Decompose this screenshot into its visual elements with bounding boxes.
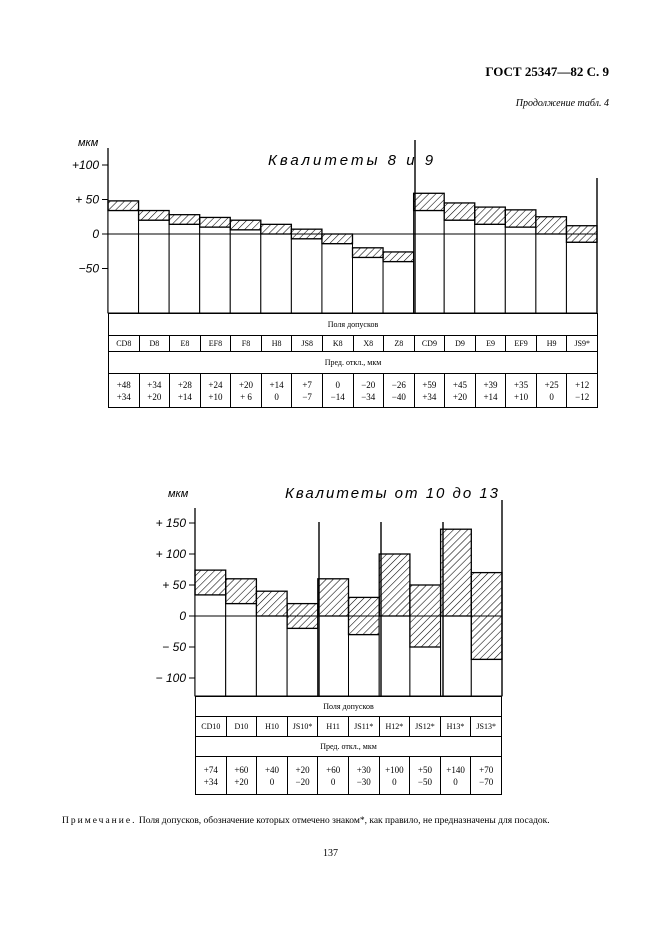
upper-deviation: +24: [208, 379, 223, 390]
deviation-cell: [445, 374, 476, 408]
tolerance-band-H9: [536, 217, 567, 234]
tolerance-band-H11: [318, 579, 349, 616]
bar-body: [471, 659, 502, 696]
y-tick-label: + 150: [155, 516, 186, 530]
upper-deviation: +14: [269, 379, 284, 390]
field-h11: H11: [318, 717, 349, 737]
field-js9-star: JS9*: [567, 336, 598, 352]
chart1-title: Квалитеты 8 и 9: [268, 152, 437, 169]
deviation-cell: [170, 374, 201, 408]
lower-deviation: −40: [391, 391, 406, 402]
deviation-cell: [231, 374, 262, 408]
field-ef9: EF9: [506, 336, 537, 352]
chart2-title: Квалитеты от 10 до 13: [285, 485, 501, 502]
deviation-cell: [196, 757, 227, 795]
tolerance-band-D8: [139, 211, 170, 221]
deviation-cell: [139, 374, 170, 408]
bar-body: [230, 230, 261, 313]
tolerance-band-CD8: [108, 201, 139, 211]
upper-deviation: +70: [479, 764, 494, 775]
chart1-table-sub: Пред. откл., мкм: [109, 352, 598, 374]
y-tick-label: − 100: [155, 671, 186, 685]
bar-body: [536, 234, 567, 313]
lower-deviation: +14: [483, 391, 498, 402]
chart2-table-header: Поля допусков: [196, 697, 502, 717]
y-tick-label: +100: [71, 158, 99, 172]
upper-deviation: +74: [203, 764, 218, 775]
bar-body: [566, 242, 597, 313]
deviation-cell: [257, 757, 288, 795]
bar-body: [108, 211, 139, 313]
deviation-cell: [384, 374, 415, 408]
deviation-cell: [226, 757, 257, 795]
deviation-cell: [287, 757, 318, 795]
field-h10: H10: [257, 717, 288, 737]
upper-deviation: +140: [446, 764, 465, 775]
bar-body: [505, 227, 536, 313]
tolerance-band-H13*: [441, 529, 472, 616]
tolerance-band-EF8: [200, 217, 231, 227]
y-tick-label: − 50: [162, 640, 186, 654]
tolerance-band-H8: [261, 224, 292, 234]
tolerance-band-X8: [353, 248, 384, 258]
field-cd9: CD9: [414, 336, 445, 352]
chart1-table: [108, 313, 598, 408]
field-d10: D10: [226, 717, 257, 737]
deviation-cell: [471, 757, 502, 795]
tolerance-band-E9: [475, 207, 506, 224]
field-e9: E9: [475, 336, 506, 352]
lower-deviation: 0: [330, 776, 336, 787]
field-cd10: CD10: [196, 717, 227, 737]
field-js10-star: JS10*: [287, 717, 318, 737]
chart2-table-sub: Пред. откл., мкм: [196, 737, 502, 757]
lower-deviation: +20: [234, 776, 249, 787]
y-tick-label: + 50: [75, 192, 99, 207]
field-f8: F8: [231, 336, 262, 352]
upper-deviation: +48: [116, 379, 131, 390]
field-h13-star: H13*: [440, 717, 471, 737]
upper-deviation: −26: [391, 379, 406, 390]
bar-body: [261, 234, 292, 313]
deviation-cell: [567, 374, 598, 408]
y-tick-label: + 50: [162, 578, 186, 592]
lower-deviation: +34: [116, 391, 131, 402]
lower-deviation: +10: [208, 391, 223, 402]
field-k8: K8: [322, 336, 353, 352]
bar-body: [318, 616, 349, 696]
field-h8: H8: [261, 336, 292, 352]
upper-deviation: +12: [575, 379, 590, 390]
upper-deviation: +50: [417, 764, 432, 775]
deviation-cell: [261, 374, 292, 408]
lower-deviation: −50: [417, 776, 432, 787]
bar-body: [441, 616, 472, 696]
deviation-cell: [379, 757, 410, 795]
footnote-text: Поля допусков, обозначение которых отмечено знаком*, как правило, не предназначены для посадок.: [136, 816, 550, 826]
bar-body: [475, 224, 506, 313]
upper-deviation: +40: [264, 764, 280, 775]
chart1-unit: мкм: [78, 137, 99, 149]
lower-deviation: +20: [147, 391, 162, 402]
lower-deviation: 0: [549, 391, 554, 402]
upper-deviation: −20: [361, 379, 376, 390]
field-z8: Z8: [384, 336, 415, 352]
upper-deviation: +39: [483, 379, 498, 390]
upper-deviation: 0: [335, 379, 340, 390]
bar-body: [353, 257, 384, 313]
field-js8: JS8: [292, 336, 323, 352]
upper-deviation: +7: [302, 379, 312, 390]
deviation-cell: [475, 374, 506, 408]
lower-deviation: −34: [361, 391, 376, 402]
chart2-table: [195, 696, 502, 795]
lower-deviation: +14: [177, 391, 192, 402]
bar-body: [200, 227, 231, 313]
lower-deviation: −20: [295, 776, 310, 787]
lower-deviation: −70: [479, 776, 494, 787]
y-tick-label: + 100: [155, 547, 186, 561]
field-ef8: EF8: [200, 336, 231, 352]
lower-deviation: +34: [422, 391, 437, 402]
upper-deviation: +20: [295, 764, 310, 775]
bar-body: [349, 635, 380, 696]
tolerance-band-H12*: [379, 554, 410, 616]
footnote-lead: Примечание.: [62, 816, 137, 826]
bar-body: [291, 239, 322, 313]
footnote: [62, 814, 607, 829]
y-tick-label: 0: [179, 609, 186, 623]
upper-deviation: +60: [326, 764, 341, 775]
field-js11-star: JS11*: [348, 717, 379, 737]
deviation-cell: [410, 757, 441, 795]
upper-deviation: +45: [452, 379, 467, 390]
lower-deviation: 0: [453, 776, 458, 787]
field-js12-star: JS12*: [410, 717, 441, 737]
tolerance-band-Z8: [383, 252, 414, 262]
deviation-cell: [348, 757, 379, 795]
chart2-unit: мкм: [168, 488, 189, 500]
deviation-cell: [109, 374, 140, 408]
upper-deviation: +20: [238, 379, 254, 390]
chart1-table-header: Поля допусков: [109, 314, 598, 336]
deviation-cell: [322, 374, 353, 408]
tolerance-band-D10: [226, 579, 257, 604]
upper-deviation: +30: [356, 764, 371, 775]
field-d9: D9: [445, 336, 476, 352]
deviation-cell: [440, 757, 471, 795]
deviation-cell: [414, 374, 445, 408]
upper-deviation: +59: [422, 379, 437, 390]
deviation-cell: [353, 374, 384, 408]
bar-body: [410, 647, 441, 696]
deviation-cell: [200, 374, 231, 408]
tolerance-band-CD9: [414, 193, 445, 210]
page-header: ГОСТ 25347—82 С. 9: [485, 64, 609, 79]
lower-deviation: 0: [274, 391, 279, 402]
tolerance-band-K8: [322, 234, 353, 244]
lower-deviation: 0: [392, 776, 397, 787]
tolerance-band-CD10: [195, 570, 226, 595]
field-e8: E8: [170, 336, 201, 352]
deviation-cell: [506, 374, 537, 408]
bar-body: [169, 224, 200, 313]
upper-deviation: +60: [234, 764, 249, 775]
tolerance-band-D9: [444, 203, 475, 220]
field-h12-star: H12*: [379, 717, 410, 737]
bar-body: [256, 616, 287, 696]
tolerance-band-EF9: [505, 210, 536, 227]
tolerance-band-H10: [256, 591, 287, 616]
lower-deviation: −14: [330, 391, 345, 402]
lower-deviation: +20: [452, 391, 467, 402]
lower-deviation: + 6: [240, 391, 252, 402]
deviation-cell: [292, 374, 323, 408]
field-h9: H9: [536, 336, 567, 352]
upper-deviation: +34: [147, 379, 162, 390]
page-number: 137: [323, 848, 338, 859]
bar-body: [383, 262, 414, 313]
deviation-cell: [536, 374, 567, 408]
lower-deviation: −30: [356, 776, 371, 787]
field-x8: X8: [353, 336, 384, 352]
lower-deviation: −7: [302, 391, 312, 402]
upper-deviation: +100: [385, 764, 404, 775]
deviation-cell: [318, 757, 349, 795]
bar-body: [379, 616, 410, 696]
table-continuation: Продолжение табл. 4: [515, 98, 609, 109]
lower-deviation: +10: [514, 391, 529, 402]
bar-body: [322, 244, 353, 313]
upper-deviation: +35: [514, 379, 529, 390]
y-tick-label: −50: [78, 261, 99, 276]
bar-body: [287, 628, 318, 696]
bar-body: [195, 595, 226, 696]
tolerance-band-E8: [169, 215, 200, 225]
tolerance-band-F8: [230, 220, 261, 230]
bar-body: [414, 211, 445, 313]
field-cd8: CD8: [109, 336, 140, 352]
upper-deviation: +25: [544, 379, 559, 390]
y-tick-label: 0: [92, 227, 99, 241]
field-d8: D8: [139, 336, 170, 352]
upper-deviation: +28: [177, 379, 192, 390]
lower-deviation: −12: [575, 391, 590, 402]
field-js13-star: JS13*: [471, 717, 502, 737]
lower-deviation: 0: [269, 776, 275, 787]
lower-deviation: +34: [203, 776, 218, 787]
bar-body: [226, 604, 257, 696]
